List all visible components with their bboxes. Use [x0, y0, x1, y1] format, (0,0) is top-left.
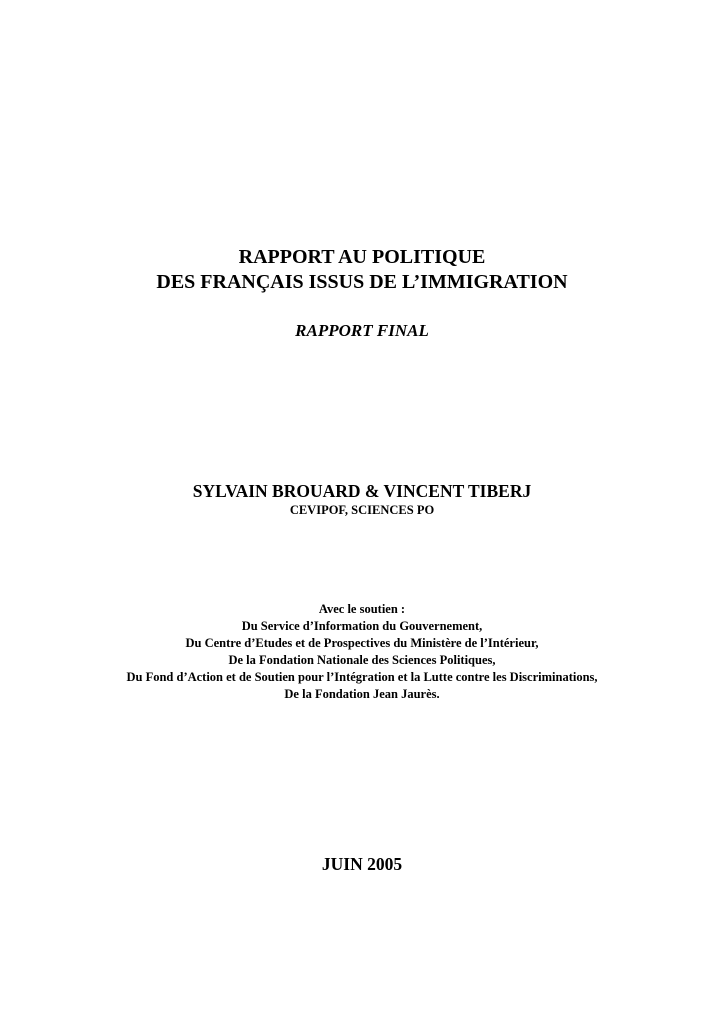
support-item: De la Fondation Jean Jaurès. — [284, 687, 440, 701]
support-item: De la Fondation Nationale des Sciences Politiques, — [228, 653, 496, 667]
title-line-2: DES FRANÇAIS ISSUS DE L’IMMIGRATION — [156, 271, 568, 293]
support-item: Du Fond d’Action et de Soutien pour l’Intégration et la Lutte contre les Discriminations, — [126, 670, 598, 684]
support-heading: Avec le soutien : — [318, 602, 406, 616]
authors: SYLVAIN BROUARD & VINCENT TIBERJ — [192, 481, 532, 501]
support-item: Du Service d’Information du Gouvernement, — [241, 619, 483, 633]
report-date: JUIN 2005 — [321, 854, 403, 874]
subtitle: RAPPORT FINAL — [295, 321, 429, 340]
support-item: Du Centre d’Etudes et de Prospectives du Ministère de l’Intérieur, — [185, 636, 539, 650]
affiliation: CEVIPOF, SCIENCES PO — [289, 503, 435, 517]
title-line-1: RAPPORT AU POLITIQUE — [238, 246, 486, 268]
